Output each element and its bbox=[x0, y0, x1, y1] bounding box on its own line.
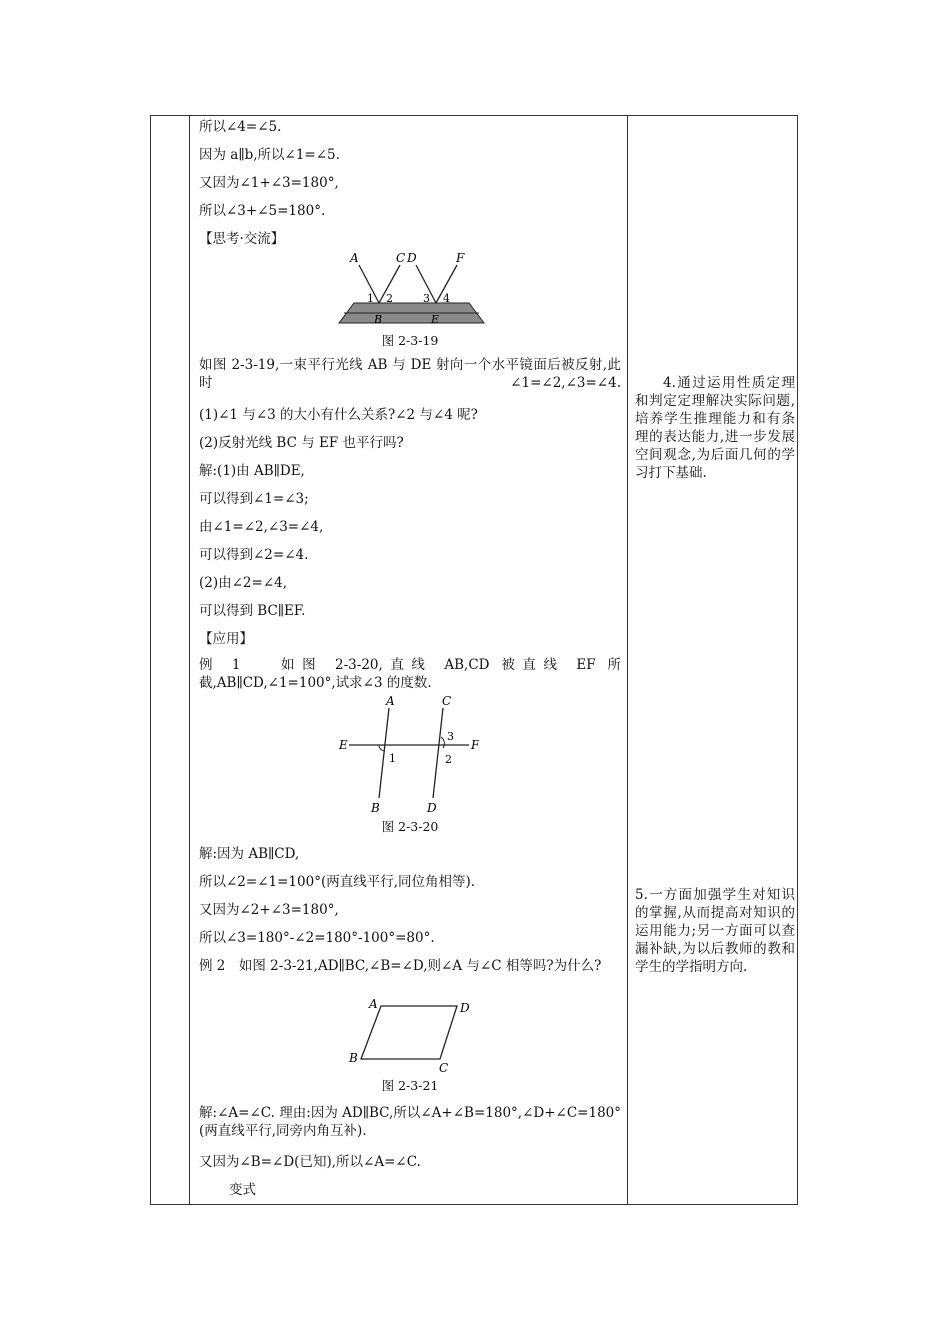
think-heading: 【思考·交流】 bbox=[199, 231, 285, 247]
example-2: 例 2 如图 2-3-21,AD∥BC,∠B=∠D,则∠A 与∠C 相等吗?为什么? bbox=[199, 958, 602, 974]
fig20-label-A: A bbox=[386, 696, 395, 708]
variant-label: 变式 bbox=[229, 1182, 256, 1198]
fig21-label-C: C bbox=[439, 1061, 449, 1074]
solution-line-3: 由∠1=∠2,∠3=∠4, bbox=[199, 519, 324, 535]
fig21-label-D: D bbox=[460, 1001, 470, 1015]
fig20-label-1: 1 bbox=[389, 752, 396, 765]
design-note-5 bbox=[635, 886, 795, 976]
line-3: 又因为∠1+∠3=180°, bbox=[199, 175, 339, 191]
design-note-4 bbox=[635, 374, 795, 482]
fig19-label-E: E bbox=[431, 313, 440, 326]
fig20-label-2: 2 bbox=[445, 753, 452, 766]
fig19-label-4: 4 bbox=[443, 292, 450, 305]
fig21-label-B: B bbox=[349, 1051, 358, 1065]
figure-2-3-21-caption: 图 2-3-21 bbox=[381, 1078, 439, 1093]
solution-line-2: 可以得到∠1=∠3; bbox=[199, 491, 309, 507]
fig20-label-D: D bbox=[427, 801, 437, 815]
fig20-label-C: C bbox=[442, 696, 452, 708]
fig19-label-2: 2 bbox=[386, 292, 393, 305]
fig19-label-A: A bbox=[350, 251, 359, 265]
figure-2-3-20 bbox=[339, 696, 479, 816]
column-divider-1 bbox=[189, 116, 190, 1204]
fig20-label-E: E bbox=[339, 738, 348, 752]
question-2: (2)反射光线 BC 与 EF 也平行吗? bbox=[199, 435, 404, 451]
apply-heading: 【应用】 bbox=[199, 631, 253, 647]
fig19-label-D: D bbox=[407, 251, 417, 265]
line-CD bbox=[433, 708, 443, 798]
line-2: 因为 a∥b,所以∠1=∠5. bbox=[199, 147, 340, 163]
fig20-label-3: 3 bbox=[447, 730, 454, 743]
solution-line-4: 可以得到∠2=∠4. bbox=[199, 547, 309, 563]
example-2-solution: 解:∠A=∠C. 理由:因为 AD∥BC,所以∠A+∠B=180°,∠D+∠C=180°(两直线平行,同旁内角互补). bbox=[199, 1105, 621, 1139]
figure-2-3-19 bbox=[324, 251, 499, 329]
design-note-5-text: 5.一方面加强学生对知识的掌握,从而提高对知识的运用能力;另一方面可以查漏补缺,为以后教师的教和学生的学指明方向. bbox=[635, 887, 795, 975]
example-2-conclusion: 又因为∠B=∠D(已知),所以∠A=∠C. bbox=[199, 1154, 421, 1170]
lesson-table bbox=[150, 115, 798, 1205]
figure-2-3-21 bbox=[347, 994, 487, 1074]
example-1-line-4: 所以∠3=180°-∠2=180°-100°=80°. bbox=[199, 930, 435, 946]
think-text: 如图 2-3-19,一束平行光线 AB 与 DE 射向一个水平镜面后被反射,此时∠1=∠2,∠3=∠4. bbox=[199, 357, 621, 391]
fig21-label-A: A bbox=[369, 997, 378, 1011]
fig19-label-B: B bbox=[374, 313, 383, 326]
solution-line-6: 可以得到 BC∥EF. bbox=[199, 603, 306, 619]
line-1: 所以∠4=∠5. bbox=[199, 119, 282, 135]
example-1-line-3: 又因为∠2+∠3=180°, bbox=[199, 902, 339, 918]
fig19-label-3: 3 bbox=[423, 292, 430, 305]
parallelogram-ABCD bbox=[361, 1006, 457, 1059]
angle-3-arc bbox=[441, 737, 444, 748]
figure-2-3-20-caption: 图 2-3-20 bbox=[381, 819, 439, 834]
fig20-label-F: F bbox=[471, 738, 479, 752]
example-1-line-2: 所以∠2=∠1=100°(两直线平行,同位角相等). bbox=[199, 874, 476, 890]
example-1: 例 1 如图 2-3-20,直线 AB,CD 被直线 EF 所截,AB∥CD,∠1=100°,试求∠3 的度数. bbox=[199, 657, 621, 691]
line-4: 所以∠3+∠5=180°. bbox=[199, 203, 326, 219]
fig19-label-1: 1 bbox=[367, 292, 374, 305]
fig19-label-F: F bbox=[456, 251, 465, 265]
question-1: (1)∠1 与∠3 的大小有什么关系?∠2 与∠4 呢? bbox=[199, 407, 478, 423]
fig19-label-C: C bbox=[396, 251, 406, 265]
example-1-line-1: 解:因为 AB∥CD, bbox=[199, 846, 300, 862]
column-divider-2 bbox=[627, 116, 628, 1204]
solution-line-1: 解:(1)由 AB∥DE, bbox=[199, 463, 305, 479]
figure-2-3-19-caption: 图 2-3-19 bbox=[381, 333, 439, 348]
design-note-4-text: 4.通过运用性质定理和判定定理解决实际问题,培养学生推理能力和有条理的表达能力,进一步发展空间观念,为后面几何的学习打下基础. bbox=[635, 375, 795, 481]
fig20-label-B: B bbox=[371, 801, 380, 815]
line-AB bbox=[379, 708, 389, 798]
solution-line-5: (2)由∠2=∠4, bbox=[199, 575, 288, 591]
